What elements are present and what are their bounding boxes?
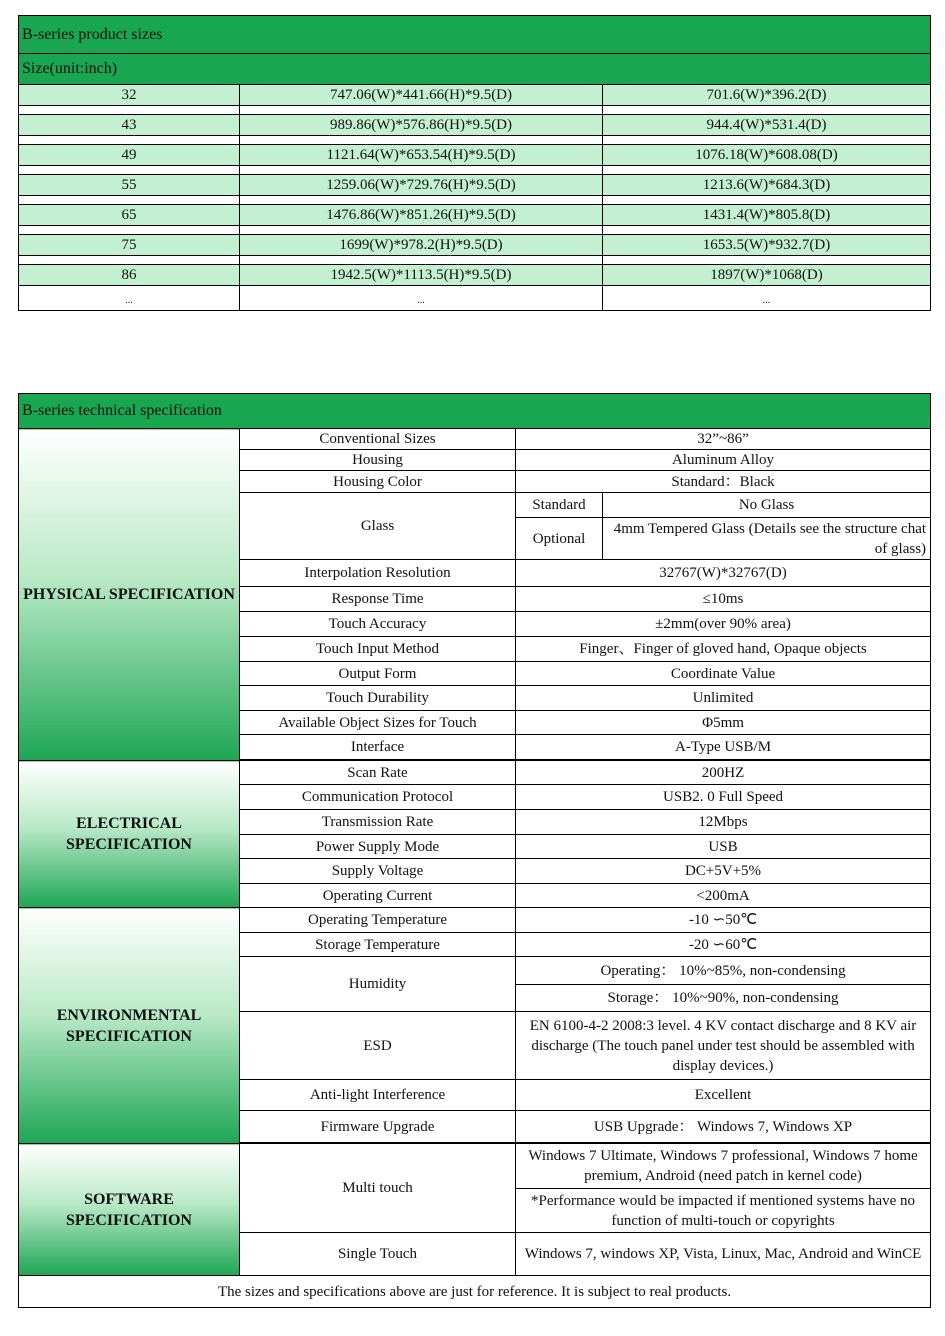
empty-cell <box>240 166 603 175</box>
spec-label: Housing Color <box>240 471 516 493</box>
spec-value: Unlimited <box>516 686 931 711</box>
spec-value: ≤10ms <box>516 587 931 612</box>
empty-cell <box>240 196 603 205</box>
physical-category-cell: PHYSICAL SPECIFICATION <box>19 429 240 761</box>
empty-cell <box>603 136 931 145</box>
sizes-table-title: B-series product sizes <box>19 16 931 54</box>
spec-value: 200HZ <box>516 761 931 785</box>
spec-label: Communication Protocol <box>240 785 516 810</box>
spec-label: Touch Accuracy <box>240 612 516 637</box>
glass-standard-label: Standard <box>516 493 603 518</box>
empty-cell <box>603 226 931 235</box>
spec-table-title: B-series technical specification <box>19 394 931 429</box>
spec-label: Storage Temperature <box>240 933 516 957</box>
spec-value: 12Mbps <box>516 810 931 835</box>
active-area-cell: 1897(W)*1068(D) <box>603 265 931 286</box>
spec-label: Operating Temperature <box>240 908 516 933</box>
empty-cell <box>240 256 603 265</box>
outer-dimension-cell: 1476.86(W)*851.26(H)*9.5(D) <box>240 205 603 226</box>
spec-value: 32767(W)*32767(D) <box>516 560 931 587</box>
software-category-cell: SOFTWARE SPECIFICATION <box>19 1144 240 1276</box>
spec-label: Housing <box>240 450 516 471</box>
empty-cell <box>19 136 240 145</box>
empty-cell <box>240 106 603 115</box>
spec-label: Interface <box>240 735 516 760</box>
spec-value: Coordinate Value <box>516 662 931 686</box>
outer-dimension-cell: 1121.64(W)*653.54(H)*9.5(D) <box>240 145 603 166</box>
glass-optional-value: 4mm Tempered Glass (Details see the structure chat of glass) <box>603 518 931 560</box>
spec-value: ±2mm(over 90% area) <box>516 612 931 637</box>
spec-label: Multi touch <box>240 1144 516 1233</box>
spec-label: Response Time <box>240 587 516 612</box>
empty-cell <box>240 136 603 145</box>
spec-value: 32”~86” <box>516 429 931 450</box>
technical-spec-table <box>18 393 931 1308</box>
size-row <box>19 85 931 106</box>
spec-label: Touch Durability <box>240 686 516 711</box>
spec-label: Humidity <box>240 957 516 1012</box>
spec-label: Firmware Upgrade <box>240 1111 516 1143</box>
size-cell: 55 <box>19 175 240 196</box>
ellipsis-row <box>19 286 931 311</box>
empty-cell <box>19 226 240 235</box>
spec-value: -10 ∽50℃ <box>516 908 931 933</box>
spec-value: USB Upgrade： Windows 7, Windows XP <box>516 1111 931 1143</box>
empty-cell <box>603 166 931 175</box>
spec-label: Supply Voltage <box>240 859 516 884</box>
spec-value: -20 ∽60℃ <box>516 933 931 957</box>
size-cell: 32 <box>19 85 240 106</box>
spec-label: Touch Input Method <box>240 637 516 662</box>
size-row <box>19 175 931 196</box>
size-cell: 43 <box>19 115 240 136</box>
spec-value: Windows 7, windows XP, Vista, Linux, Mac, Android and WinCE <box>516 1233 931 1276</box>
active-area-cell: 1213.6(W)*684.3(D) <box>603 175 931 196</box>
spec-label: Scan Rate <box>240 761 516 785</box>
size-row <box>19 235 931 256</box>
empty-cell <box>19 256 240 265</box>
ellipsis-cell: ... <box>240 286 603 311</box>
spec-value: USB2. 0 Full Speed <box>516 785 931 810</box>
size-row <box>19 265 931 286</box>
environmental-category-cell: ENVIRONMENTAL SPECIFICATION <box>19 908 240 1144</box>
multi-touch-value: Windows 7 Ultimate, Windows 7 professional, Windows 7 home premium, Android (need patch in kernel code) <box>516 1144 931 1189</box>
size-cell: 75 <box>19 235 240 256</box>
outer-dimension-cell: 989.86(W)*576.86(H)*9.5(D) <box>240 115 603 136</box>
empty-cell <box>603 106 931 115</box>
active-area-cell: 1653.5(W)*932.7(D) <box>603 235 931 256</box>
size-cell: 86 <box>19 265 240 286</box>
size-row <box>19 115 931 136</box>
active-area-cell: 701.6(W)*396.2(D) <box>603 85 931 106</box>
spec-value: A-Type USB/M <box>516 735 931 760</box>
active-area-cell: 1431.4(W)*805.8(D) <box>603 205 931 226</box>
empty-cell <box>603 196 931 205</box>
size-cell: 65 <box>19 205 240 226</box>
footer-note: The sizes and specifications above are just for reference. It is subject to real products. <box>19 1276 931 1308</box>
outer-dimension-cell: 747.06(W)*441.66(H)*9.5(D) <box>240 85 603 106</box>
spec-label: Available Object Sizes for Touch <box>240 711 516 735</box>
active-area-cell: 944.4(W)*531.4(D) <box>603 115 931 136</box>
spec-label: Output Form <box>240 662 516 686</box>
outer-dimension-cell: 1259.06(W)*729.76(H)*9.5(D) <box>240 175 603 196</box>
empty-cell <box>19 166 240 175</box>
glass-standard-value: No Glass <box>603 493 931 518</box>
humidity-storage-value: Storage： 10%~90%, non-condensing <box>516 985 931 1012</box>
active-area-cell: 1076.18(W)*608.08(D) <box>603 145 931 166</box>
humidity-operating-value: Operating： 10%~85%, non-condensing <box>516 957 931 985</box>
spec-value: EN 6100-4-2 2008:3 level. 4 KV contact discharge and 8 KV air discharge (The touch panel under test should be assembled with display devices.) <box>516 1012 931 1080</box>
spec-value: DC+5V+5% <box>516 859 931 884</box>
ellipsis-cell: ... <box>19 286 240 311</box>
spec-label: Conventional Sizes <box>240 429 516 450</box>
spec-value: Finger、Finger of gloved hand, Opaque objects <box>516 637 931 662</box>
product-sizes-table <box>18 15 931 311</box>
empty-cell <box>603 256 931 265</box>
size-cell: 49 <box>19 145 240 166</box>
spec-value: Excellent <box>516 1080 931 1111</box>
empty-cell <box>19 196 240 205</box>
spec-label: Power Supply Mode <box>240 835 516 859</box>
spec-label: Single Touch <box>240 1233 516 1276</box>
spec-label: ESD <box>240 1012 516 1080</box>
electrical-category-cell: ELECTRICAL SPECIFICATION <box>19 761 240 908</box>
spec-label: Operating Current <box>240 884 516 908</box>
glass-optional-label: Optional <box>516 518 603 560</box>
spec-value: Standard：Black <box>516 471 931 493</box>
size-row <box>19 145 931 166</box>
spec-label: Transmission Rate <box>240 810 516 835</box>
spec-label: Anti-light Interference <box>240 1080 516 1111</box>
ellipsis-cell: ... <box>603 286 931 311</box>
spec-value: Φ5mm <box>516 711 931 735</box>
empty-cell <box>19 106 240 115</box>
empty-cell <box>240 226 603 235</box>
spec-value: Aluminum Alloy <box>516 450 931 471</box>
spec-label: Glass <box>240 493 516 560</box>
sizes-table-subheader: Size(unit:inch) <box>19 54 931 85</box>
size-row <box>19 205 931 226</box>
spec-value: <200mA <box>516 884 931 908</box>
outer-dimension-cell: 1942.5(W)*1113.5(H)*9.5(D) <box>240 265 603 286</box>
outer-dimension-cell: 1699(W)*978.2(H)*9.5(D) <box>240 235 603 256</box>
spec-label: Interpolation Resolution <box>240 560 516 587</box>
multi-touch-note: *Performance would be impacted if mentioned systems have no function of multi-touch or copyrights <box>516 1189 931 1233</box>
spec-value: USB <box>516 835 931 859</box>
